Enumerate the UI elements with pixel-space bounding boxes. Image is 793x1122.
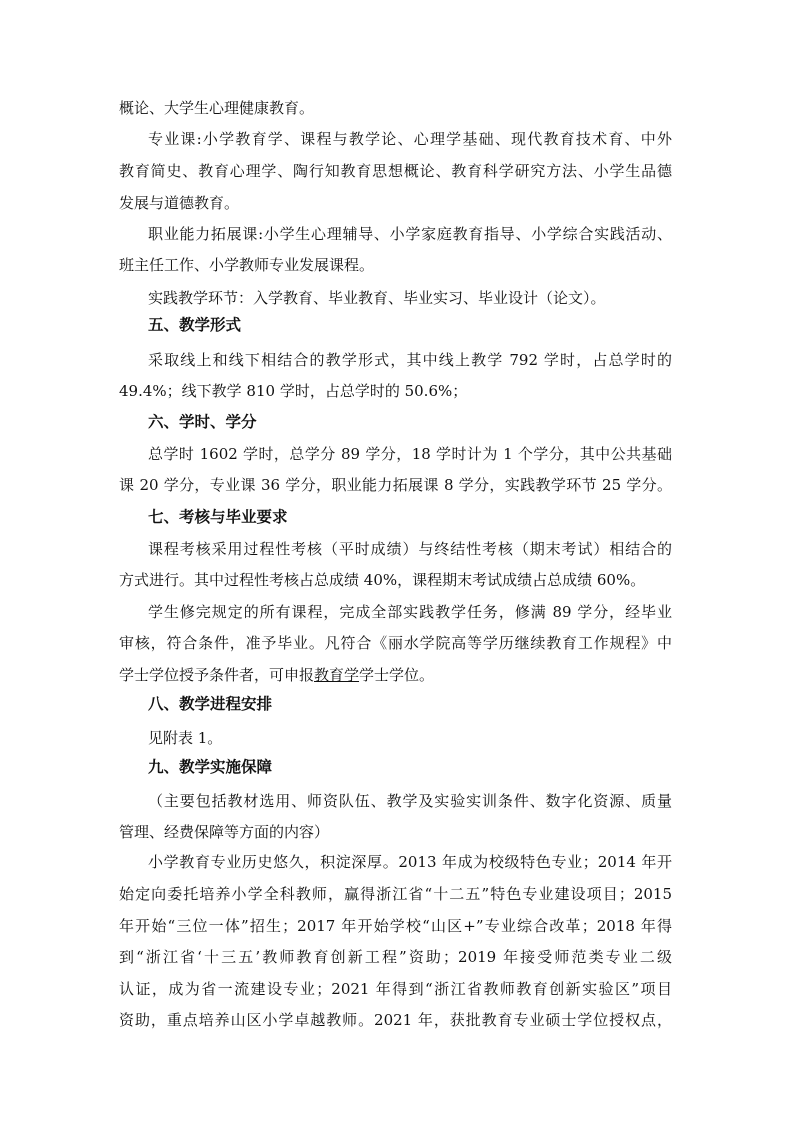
- text-line: 发展与道德教育。: [119, 194, 240, 212]
- text-line: 到“浙江省‘十三五’教师教育创新工程”资助；2019 年接受师范类专业二级: [119, 948, 672, 966]
- underlined-text: 教育学: [314, 666, 360, 684]
- text-line: 始定向委托培养小学全科教师，赢得浙江省“十二五”特色专业建设项目；2015: [119, 885, 672, 903]
- section-heading: 五、教学形式: [148, 315, 242, 334]
- section-heading: 七、考核与毕业要求: [148, 507, 288, 526]
- text-line: 年开始“三位一体”招生；2017 年开始学校“山区+”专业综合改革；2018 年得: [119, 917, 672, 935]
- text-line: 审核，符合条件，准予毕业。凡符合《丽水学院高等学历继续教育工作规程》中: [119, 634, 672, 652]
- text-segment: 学士学位。: [359, 666, 435, 684]
- text-line: 小学教育专业历史悠久，积淀深厚。2013 年成为校级特色专业；2014 年开: [148, 853, 672, 871]
- text-line: （主要包括教材选用、师资队伍、教学及实验实训条件、数字化资源、质量: [148, 792, 672, 810]
- text-line: 教育简史、教育心理学、陶行知教育思想概论、教育科学研究方法、小学生品德: [119, 162, 672, 180]
- text-line: 方式进行。其中过程性考核占总成绩 40%，课程期末考试成绩占总成绩 60%。: [119, 571, 646, 589]
- text-line: 班主任工作、小学教师专业发展课程。: [119, 256, 375, 274]
- text-line: 课程考核采用过程性考核（平时成绩）与终结性考核（期末考试）相结合的: [148, 540, 672, 558]
- text-segment: 学士学位授予条件者，可申报: [119, 666, 315, 684]
- text-line: 概论、大学生心理健康教育。: [119, 99, 315, 117]
- text-line: 实践教学环节：入学教育、毕业教育、毕业实习、毕业设计（论文）。: [148, 289, 606, 307]
- text-line: 课 20 学分，专业课 36 学分，职业能力拓展课 8 学分，实践教学环节 25 学分。: [119, 476, 672, 494]
- text-line: 学生修完规定的所有课程，完成全部实践教学任务，修满 89 学分，经毕业: [148, 603, 672, 621]
- text-line: 职业能力拓展课:小学生心理辅导、小学家庭教育指导、小学综合实践活动、: [148, 225, 672, 243]
- section-heading: 六、学时、学分: [148, 412, 257, 431]
- text-line: 专业课:小学教育学、课程与教学论、心理学基础、现代教育技术育、中外: [148, 130, 672, 148]
- section-heading: 八、教学进程安排: [148, 694, 273, 713]
- section-heading: 九、教学实施保障: [148, 757, 273, 776]
- text-line: 采取线上和线下相结合的教学形式，其中线上教学 792 学时，占总学时的: [148, 351, 672, 369]
- text-line: 见附表 1。: [148, 729, 223, 747]
- text-line: [119, 665, 793, 685]
- text-line: 认证，成为省一流建设专业；2021 年得到“浙江省教师教育创新实验区”项目: [119, 980, 672, 998]
- text-line: 49.4%；线下教学 810 学时，占总学时的 50.6%；: [119, 382, 468, 400]
- text-line: 管理、经费保障等方面的内容）: [119, 823, 330, 841]
- text-line: 总学时 1602 学时，总学分 89 学分，18 学时计为 1 个学分，其中公共基础: [148, 445, 672, 463]
- text-line: 资助，重点培养山区小学卓越教师。2021 年，获批教育专业硕士学位授权点，: [119, 1011, 672, 1029]
